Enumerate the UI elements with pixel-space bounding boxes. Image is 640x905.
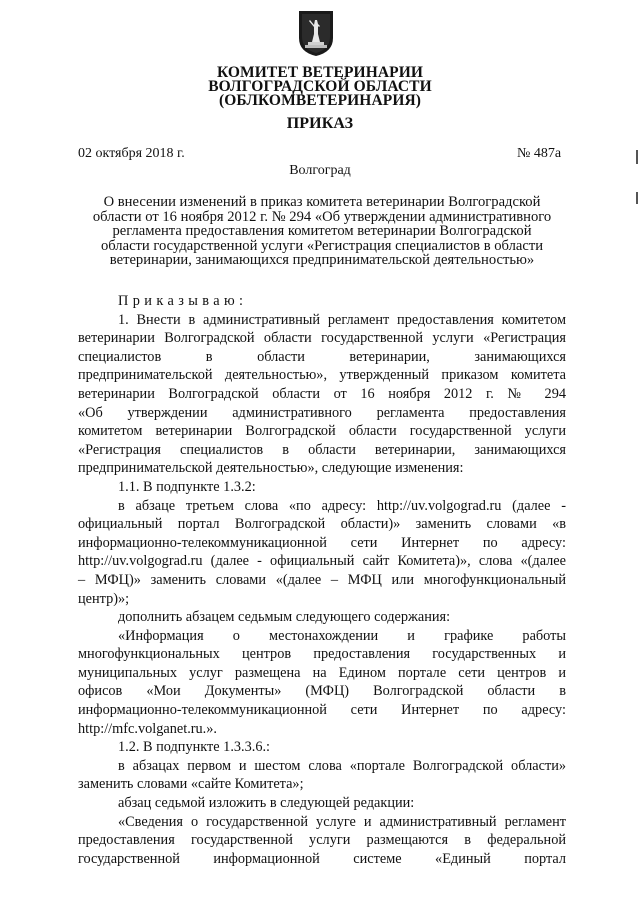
subsection-1-1: 1.1. В подпункте 1.3.2: — [118, 478, 256, 495]
title-line: регламента предоставления комитетом ветеринарии Волгоградской — [112, 223, 532, 239]
city-name: Волгоград — [289, 163, 351, 178]
body-line: дополнить абзацем седьмым следующего содержания: — [118, 609, 451, 626]
body-line: «Об утверждении административного регламента предоставления — [78, 404, 566, 421]
body-line: информационно-телекоммуникационной сети Интернет по адресу: — [78, 702, 566, 719]
scan-edge-mark — [636, 192, 638, 204]
body-line: предпринимательской деятельностью», следующие изменения: — [78, 460, 464, 477]
body-line: http://uv.volgograd.ru (далее - официальный сайт Комитета)», слова «(далее — [78, 553, 566, 570]
title-line: области государственной услуги «Регистрация специалистов в области — [100, 237, 544, 254]
body-line: 1. Внести в административный регламент предоставления комитетом — [118, 311, 566, 328]
order-date: 02 октября 2018 г. — [78, 146, 185, 161]
body-line: специалистов в области ветеринарии, занимающихся — [78, 348, 566, 365]
order-title — [78, 195, 566, 268]
body-line: предпринимательской деятельностью», утвержденный приказом комитета — [78, 367, 566, 384]
subsection-1-2: 1.2. В подпункте 1.3.3.6.: — [118, 739, 271, 756]
body-line: предоставления государственной услуги размещаются в федеральной — [78, 832, 566, 849]
body-line: комитетом ветеринарии Волгоградской области государственной услуги — [78, 423, 566, 440]
body-line: ветеринарии Волгоградской области государственной услуги «Регистрация — [78, 330, 566, 347]
body-line: в абзаце третьем слова «по адресу: http://uv.volgograd.ru (далее - — [118, 497, 566, 514]
order-number: № 487а — [517, 146, 562, 161]
document-type: ПРИКАЗ — [286, 115, 354, 132]
body-line: государственной информационной системе «Единый портал — [78, 850, 566, 867]
title-line: О внесении изменений в приказ комитета ветеринарии Волгоградской — [103, 194, 541, 210]
body-line: http://mfc.volganet.ru.». — [78, 720, 217, 737]
body-line: «Информация о местонахождении и графике работы — [118, 627, 566, 644]
order-body — [78, 292, 566, 868]
body-line: ветеринарии Волгоградской области от 16 ноября 2012 г. № 294 — [78, 385, 566, 402]
order-preamble: Приказываю: — [118, 293, 248, 309]
scan-edge-mark — [636, 150, 638, 164]
title-line: ветеринарии, занимающихся предпринимательской деятельностью» — [109, 252, 535, 268]
body-line: «Сведения о государственной услуге и административный регламент — [118, 813, 566, 830]
body-line: офисов «Мои Документы» (МФЦ) Волгоградской области в — [78, 683, 566, 700]
title-line: области от 16 ноября 2012 г. № 294 «Об утверждении административного — [92, 208, 552, 225]
body-line: в абзацах первом и шестом слова «портале Волгоградской области» — [118, 757, 566, 774]
body-line: центр)»; — [78, 590, 130, 607]
committee-name-line-1: КОМИТЕТ ВЕТЕРИНАРИИ — [216, 64, 424, 81]
body-line: «Регистрация специалистов в области ветеринарии, занимающихся — [78, 441, 566, 458]
coat-of-arms-emblem — [296, 8, 336, 58]
body-line: официальный портал Волгоградской области)» заменить словами «в — [78, 516, 566, 533]
committee-name-abbrev: (ОБЛКОМВЕТЕРИНАРИЯ) — [218, 92, 422, 109]
body-line: информационно-телекоммуникационной сети Интернет по адресу: — [78, 534, 566, 551]
body-line: многофункциональных центров предоставления государственных и — [78, 646, 566, 663]
body-line: – МФЦ)» заменить словами «(далее – МФЦ или многофункциональный — [78, 571, 566, 588]
committee-name-line-2: ВОЛГОГРАДСКОЙ ОБЛАСТИ — [208, 78, 432, 95]
body-line: муниципальных услуг размещена на Едином портале сети центров и — [78, 664, 566, 681]
body-line: абзац седьмой изложить в следующей редакции: — [118, 795, 415, 812]
body-line: заменить словами «сайте Комитета»; — [78, 776, 304, 793]
